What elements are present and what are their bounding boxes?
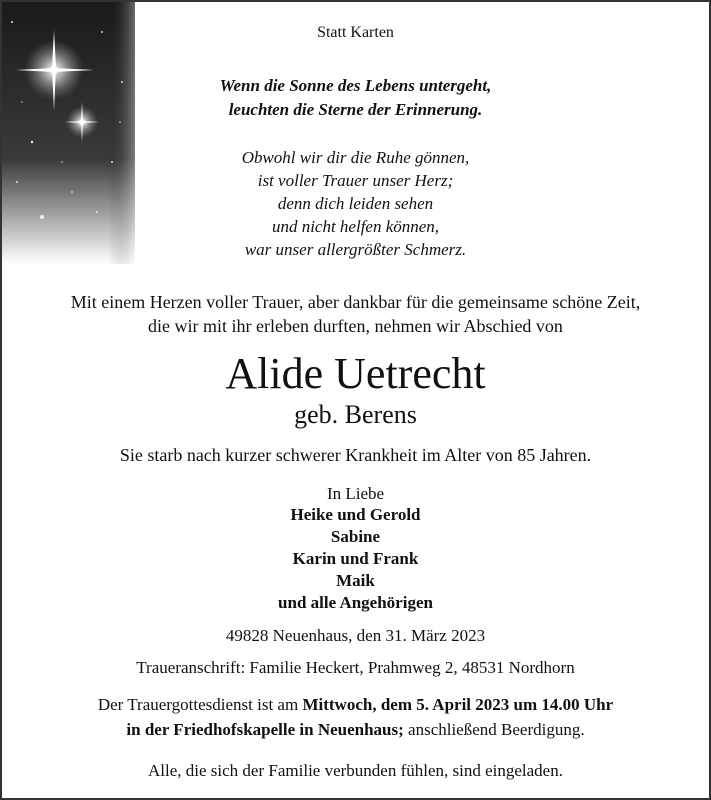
place-and-date: 49828 Neuenhaus, den 31. März 2023 — [225, 626, 486, 645]
service-date-time: Mittwoch, dem 5. April 2023 um 14.00 Uhr — [302, 695, 614, 714]
invitation-text: Alle, die sich der Familie verbunden fühlen, sind eingeladen. — [148, 761, 563, 780]
intro-line-2: die wir mit ihr erleben durften, nehmen wir Abschied von — [148, 316, 563, 336]
poem-line-2: ist voller Trauer unser Herz; — [257, 171, 454, 190]
mourner-name: Maik — [336, 571, 375, 590]
service-suffix: anschließend Beerdigung. — [403, 720, 585, 739]
mourner-name: Karin und Frank — [292, 549, 419, 568]
intro-line-1: Mit einem Herzen voller Trauer, aber dankbar für die gemeinsame schöne Zeit, — [70, 292, 641, 312]
mourner-name: Sabine — [330, 527, 381, 546]
mourning-address: Traueranschrift: Familie Heckert, Prahmweg 2, 48531 Nordhorn — [136, 658, 575, 677]
poem-line-4: und nicht helfen können, — [271, 217, 440, 236]
deceased-name: Alide Uetrecht — [225, 349, 486, 398]
mourner-name: Heike und Gerold — [290, 505, 421, 524]
service-location: in der Friedhofskapelle in Neuenhaus; — [126, 720, 404, 739]
poem-line-3: denn dich leiden sehen — [277, 194, 434, 213]
service-line-1 — [2, 695, 709, 715]
motto-line-2: leuchten die Sterne der Erinnerung. — [228, 100, 483, 119]
death-statement: Sie starb nach kurzer schwerer Krankheit im Alter von 85 Jahren. — [119, 445, 592, 465]
service-prefix: Der Trauergottesdienst ist am — [97, 695, 303, 714]
mourners-intro: In Liebe — [326, 484, 385, 503]
statt-karten-label: Statt Karten — [317, 24, 394, 41]
mourner-name: und alle Angehörigen — [278, 593, 433, 612]
motto-line-1: Wenn die Sonne des Lebens untergeht, — [219, 76, 492, 95]
birth-name: geb. Berens — [294, 400, 417, 429]
service-line-2 — [2, 720, 709, 740]
poem-line-5: war unser allergrößter Schmerz. — [244, 240, 467, 259]
poem-line-1: Obwohl wir dir die Ruhe gönnen, — [241, 148, 470, 167]
